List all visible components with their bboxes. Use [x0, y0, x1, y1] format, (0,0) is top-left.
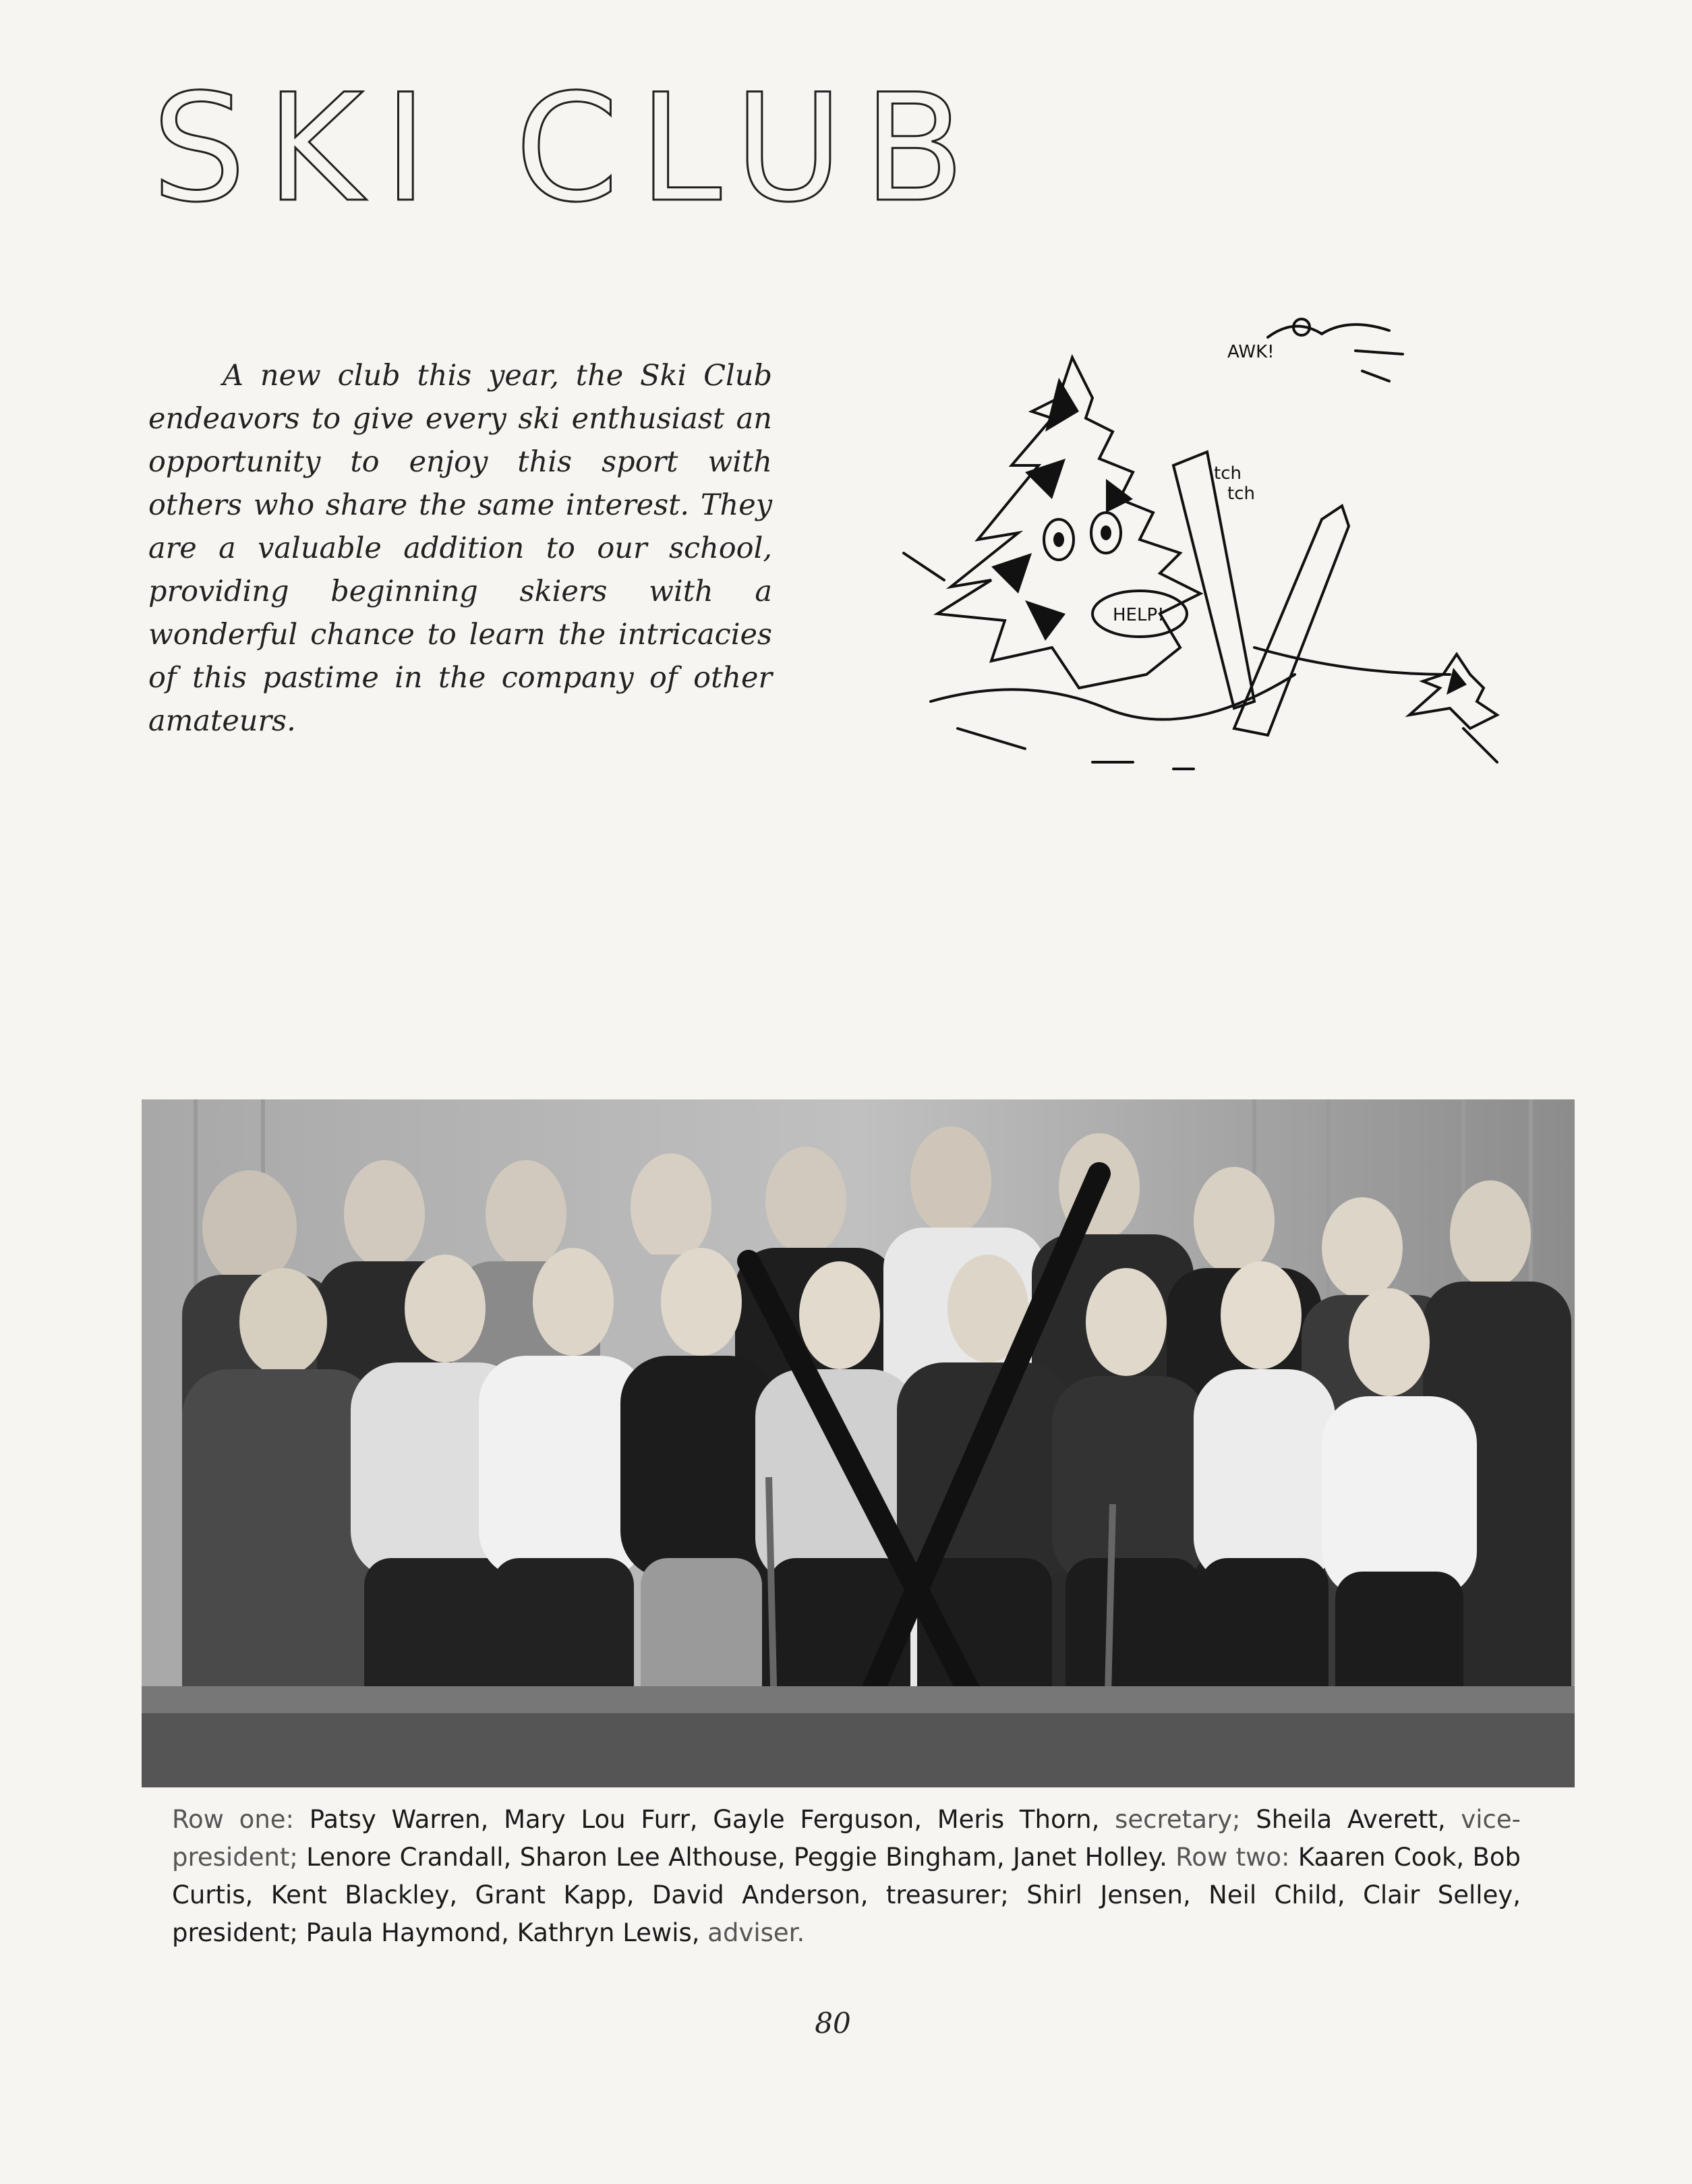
row-one-label: Row one:	[172, 1805, 295, 1834]
ski-sound-text-2: tch	[1227, 484, 1255, 504]
role-vice-president: vice-president;	[172, 1805, 1521, 1872]
bird-sound-text: AWK!	[1227, 342, 1275, 362]
row-one-names-2: Sheila Averett,	[1256, 1805, 1446, 1834]
role-adviser: adviser.	[707, 1918, 805, 1947]
row-one-names-1: Patsy Warren, Mary Lou Furr, Gayle Ferguson, Meris Thorn,	[309, 1805, 1100, 1834]
intro-paragraph: A new club this year, the Ski Club endeavors to give every ski enthusiast an opportunity to enjoy this sport with others who share the same interest. They are a valuable addition to our school, providing beginning skiers with a wonderful chance to learn the intricacies of this pastime in the company of other amateurs.	[148, 359, 772, 738]
row-two-label: Row two:	[1175, 1843, 1290, 1872]
page-title: SKI CLUB	[152, 62, 985, 235]
ski-cartoon	[890, 297, 1524, 809]
page-number: 80	[815, 2007, 851, 2040]
photo-caption	[172, 1801, 1521, 1952]
tree-help-text: HELP!	[1113, 605, 1165, 625]
row-one-names-3: Lenore Crandall, Sharon Lee Althouse, Peggie Bingham, Janet Holley.	[306, 1843, 1167, 1872]
row-two-names-1: Kaaren Cook, Bob Curtis, Kent Blackley, Grant Kapp, David Anderson, treasurer; Shirl Jensen, Neil Child, Clair Selley, president; Paula Haymond, Kathryn Lewis,	[172, 1843, 1521, 1947]
group-photo	[142, 1099, 1575, 1787]
role-secretary: secretary;	[1115, 1805, 1241, 1834]
ski-sound-text-1: tch	[1214, 463, 1242, 484]
